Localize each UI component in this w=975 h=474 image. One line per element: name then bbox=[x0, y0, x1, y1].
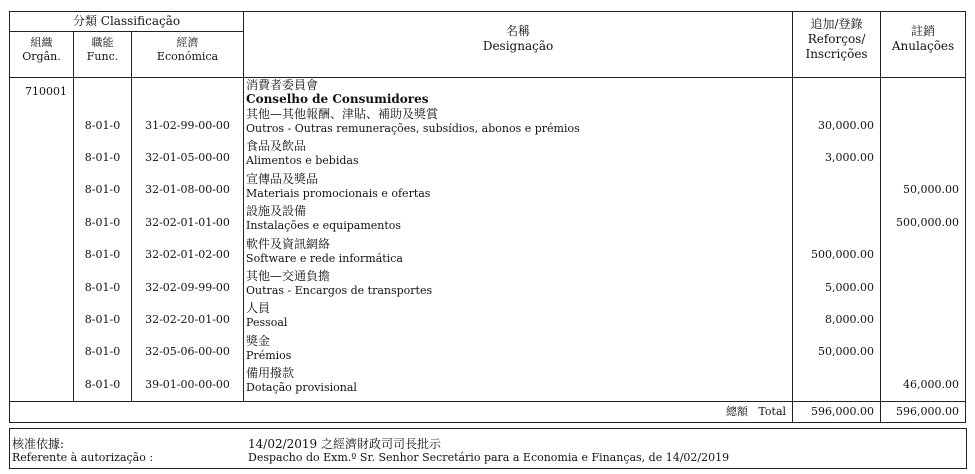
reinforce-column bbox=[793, 78, 881, 402]
organ-header-pt: Orgân. bbox=[22, 50, 61, 63]
authorization-label-pt: Referente à autorização : bbox=[12, 451, 154, 464]
cancel-amount bbox=[881, 271, 965, 303]
list-item bbox=[244, 139, 792, 171]
authorization-text-pt: Despacho do Exm.º Sr. Senhor Secretário para a Economia e Finanças, de 14/02/2019 bbox=[248, 451, 730, 464]
func-code: 8-01-0 bbox=[84, 280, 121, 294]
reinforce-header bbox=[793, 12, 881, 78]
reinforce-amount: 500,000.00 bbox=[811, 248, 875, 262]
entity-name-pt: Conselho de Consumidores bbox=[246, 92, 429, 106]
item-name-cn: 宣傳品及獎品 bbox=[246, 171, 319, 186]
reinforce-amount bbox=[793, 206, 880, 238]
cancel-amount: 46,000.00 bbox=[903, 377, 960, 391]
cancel-amount bbox=[881, 141, 965, 173]
econ-code: 32-02-09-99-00 bbox=[145, 280, 230, 294]
econ-column bbox=[132, 78, 244, 402]
econ-code: 32-02-20-01-00 bbox=[145, 313, 230, 327]
list-item bbox=[244, 107, 792, 139]
item-name-cn: 人員 bbox=[246, 301, 271, 316]
total-label: 總額 Total bbox=[10, 401, 793, 422]
cancel-amount: 50,000.00 bbox=[903, 183, 960, 197]
designation-header bbox=[244, 12, 793, 78]
cancel-header-pt: Anulações bbox=[891, 39, 955, 53]
econ-header bbox=[132, 32, 244, 78]
reinforce-amount: 5,000.00 bbox=[825, 280, 875, 294]
item-name-pt: Pessoal bbox=[246, 316, 288, 330]
table-body-row bbox=[10, 78, 966, 402]
total-reinforce: 596,000.00 bbox=[793, 401, 881, 422]
econ-code: 32-01-08-00-00 bbox=[145, 183, 230, 197]
reinforce-header-pt2: Inscrições bbox=[805, 47, 868, 61]
item-name-pt: Alimentos e bebidas bbox=[246, 154, 359, 168]
organ-header bbox=[10, 32, 74, 78]
list-item bbox=[244, 204, 792, 236]
reinforce-amount bbox=[793, 368, 880, 400]
item-name-pt: Dotação provisional bbox=[246, 381, 357, 395]
func-code: 8-01-0 bbox=[84, 377, 121, 391]
func-code: 8-01-0 bbox=[84, 151, 121, 165]
reinforce-amount: 30,000.00 bbox=[818, 118, 875, 132]
item-name-cn: 設施及設備 bbox=[246, 204, 307, 219]
item-name-pt: Materiais promocionais e ofertas bbox=[246, 186, 431, 200]
cancel-amount: 500,000.00 bbox=[896, 215, 960, 229]
item-name-pt: Prémios bbox=[246, 348, 292, 362]
reinforce-header-pt1: Reforços/ bbox=[807, 32, 866, 46]
econ-code: 32-05-06-00-00 bbox=[145, 345, 230, 359]
func-code: 8-01-0 bbox=[84, 183, 121, 197]
designation-column bbox=[244, 78, 793, 402]
authorization-text-cn: 14/02/2019 之經濟財政司司長批示 bbox=[248, 437, 441, 451]
designation-header-pt: Designação bbox=[482, 39, 554, 53]
reinforce-amount: 8,000.00 bbox=[825, 313, 875, 327]
reinforce-header-cn: 追加/登錄 bbox=[810, 17, 863, 31]
total-cancel: 596,000.00 bbox=[881, 401, 966, 422]
item-name-cn: 食品及飲品 bbox=[246, 139, 307, 154]
item-name-pt: Outros - Outras remunerações, subsídios, abonos e prémios bbox=[246, 122, 580, 135]
func-header-cn: 職能 bbox=[91, 36, 114, 49]
cancel-header-cn: 註銷 bbox=[911, 24, 936, 38]
list-item bbox=[244, 301, 792, 333]
econ-header-cn: 經濟 bbox=[176, 36, 199, 49]
func-code: 8-01-0 bbox=[84, 313, 121, 327]
func-code: 8-01-0 bbox=[84, 215, 121, 229]
budget-table bbox=[9, 11, 966, 423]
cancel-header bbox=[881, 12, 966, 78]
list-item bbox=[244, 237, 792, 269]
item-name-cn: 軟件及資訊網絡 bbox=[246, 236, 331, 251]
func-header bbox=[74, 32, 132, 78]
item-name-pt: Outras - Encargos de transportes bbox=[246, 283, 433, 297]
item-name-pt: Instalações e equipamentos bbox=[246, 219, 402, 233]
authorization-footer bbox=[9, 428, 967, 469]
item-name-cn: 備用撥款 bbox=[246, 366, 295, 381]
entity-name-cn: 消費者委員會 bbox=[246, 78, 319, 92]
econ-code: 32-01-05-00-00 bbox=[145, 151, 230, 165]
list-item bbox=[244, 269, 792, 301]
item-name-cn: 其他—其他報酬、津貼、補助及獎賞 bbox=[246, 107, 439, 121]
econ-code: 31-02-99-00-00 bbox=[145, 118, 230, 132]
econ-code: 39-01-00-00-00 bbox=[145, 377, 230, 391]
reinforce-amount: 3,000.00 bbox=[825, 151, 875, 165]
designation-header-cn: 名稱 bbox=[506, 24, 531, 38]
item-name-cn: 獎金 bbox=[246, 333, 271, 348]
organ-header-cn: 組織 bbox=[30, 36, 53, 49]
econ-code: 32-02-01-02-00 bbox=[145, 248, 230, 262]
econ-header-pt: Económica bbox=[156, 50, 219, 63]
cancel-column bbox=[881, 78, 966, 402]
func-code: 8-01-0 bbox=[84, 118, 121, 132]
reinforce-amount bbox=[793, 174, 880, 206]
cancel-amount bbox=[881, 303, 965, 335]
cancel-amount bbox=[881, 336, 965, 368]
organ-code: 710001 bbox=[10, 78, 74, 402]
reinforce-amount: 50,000.00 bbox=[818, 345, 875, 359]
total-row bbox=[10, 401, 966, 422]
item-name-cn: 其他—交通負擔 bbox=[246, 268, 331, 283]
cancel-amount bbox=[881, 109, 965, 141]
item-name-pt: Software e rede informática bbox=[246, 251, 403, 265]
list-item bbox=[244, 334, 792, 366]
func-header-pt: Func. bbox=[86, 50, 119, 63]
func-code: 8-01-0 bbox=[84, 345, 121, 359]
econ-code: 32-02-01-01-00 bbox=[145, 215, 230, 229]
func-code: 8-01-0 bbox=[84, 248, 121, 262]
list-item bbox=[244, 172, 792, 204]
authorization-label-cn: 核准依據: bbox=[12, 437, 65, 451]
classification-header: 分類 Classificação bbox=[10, 12, 244, 32]
func-column bbox=[74, 78, 132, 402]
list-item bbox=[244, 366, 792, 398]
cancel-amount bbox=[881, 239, 965, 271]
